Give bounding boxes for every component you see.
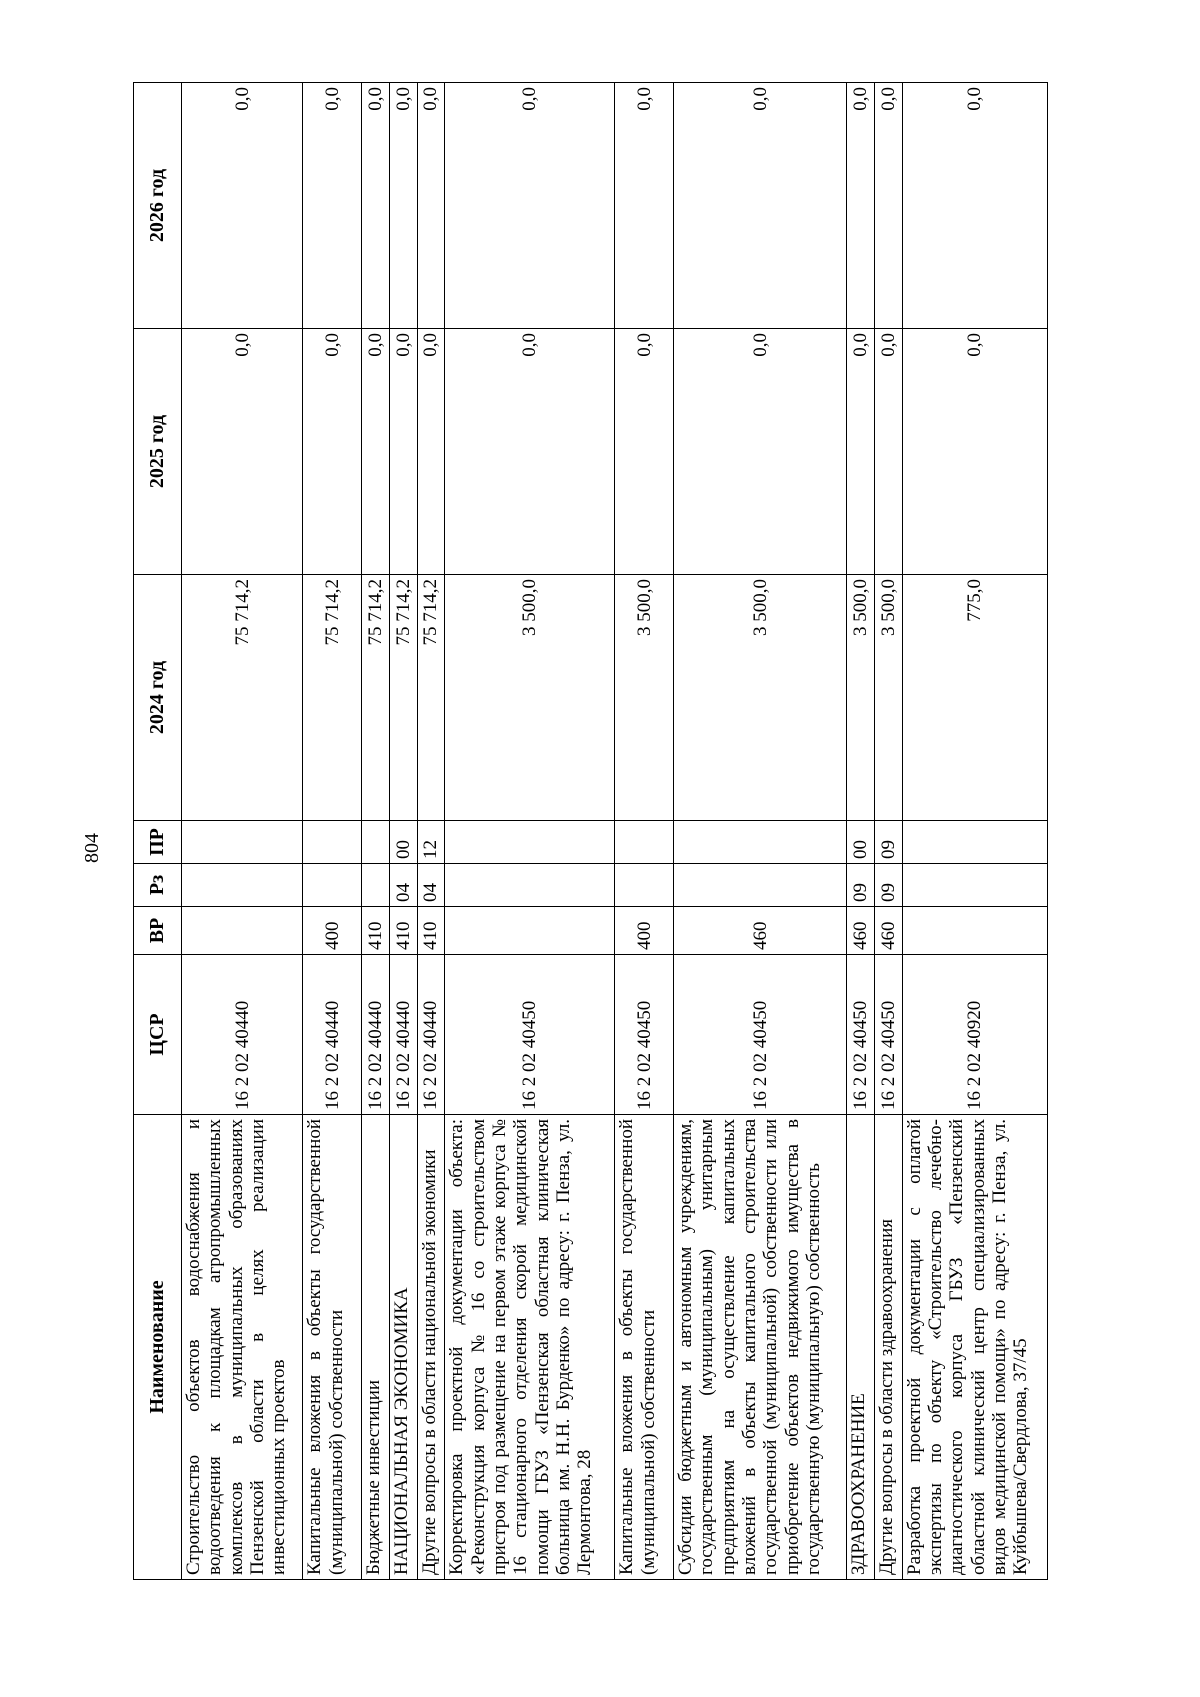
- table-row: [182, 83, 303, 1580]
- header-pr: ПР: [134, 821, 182, 864]
- header-2026: 2026 год: [134, 83, 182, 329]
- table-row: [902, 83, 1047, 1580]
- cell-vr: 400: [303, 907, 362, 955]
- cell-2025: 0,0: [417, 329, 445, 575]
- cell-pr: [362, 821, 390, 864]
- cell-pr: 00: [847, 821, 875, 864]
- cell-vr: 460: [847, 907, 875, 955]
- cell-name: Субсидии бюджетным и автономным учреждениям, государственным (муниципальным) унитарным предприятиям на осуществление капитальных вложений в объекты капитального строительства государственной (муниципальной) собственности или приобретение объектов недвижимого имущества в государственную (муниципальную) собственность: [674, 1115, 847, 1580]
- cell-name: ЗДРАВООХРАНЕНИЕ: [847, 1115, 875, 1580]
- cell-rz: [445, 864, 615, 907]
- cell-2024: 3 500,0: [615, 575, 674, 821]
- cell-2026: 0,0: [417, 83, 445, 329]
- table-body: [182, 83, 1048, 1580]
- cell-2026: 0,0: [182, 83, 303, 329]
- cell-2024: 3 500,0: [674, 575, 847, 821]
- cell-vr: [445, 907, 615, 955]
- cell-2024: 3 500,0: [445, 575, 615, 821]
- cell-pr: 12: [417, 821, 445, 864]
- cell-csr: 16 2 02 40440: [362, 955, 390, 1115]
- cell-2026: 0,0: [303, 83, 362, 329]
- cell-rz: 04: [389, 864, 417, 907]
- cell-2025: 0,0: [182, 329, 303, 575]
- header-2025: 2025 год: [134, 329, 182, 575]
- budget-table-rotated: [133, 82, 1048, 1580]
- cell-2026: 0,0: [847, 83, 875, 329]
- cell-pr: [445, 821, 615, 864]
- cell-2024: 75 714,2: [389, 575, 417, 821]
- cell-name: Строительство объектов водоснабжения и водоотведения к площадкам агропромышленных комплексов в муниципальных образованиях Пензенской области в целях реализации инвестиционных проектов: [182, 1115, 303, 1580]
- table-row: [875, 83, 903, 1580]
- table-row: [445, 83, 615, 1580]
- cell-csr: 16 2 02 40450: [847, 955, 875, 1115]
- cell-csr: 16 2 02 40440: [303, 955, 362, 1115]
- cell-2024: 3 500,0: [875, 575, 903, 821]
- cell-vr: 410: [389, 907, 417, 955]
- table-row: [417, 83, 445, 1580]
- header-csr: ЦСР: [134, 955, 182, 1115]
- cell-csr: 16 2 02 40450: [445, 955, 615, 1115]
- cell-2025: 0,0: [847, 329, 875, 575]
- cell-rz: 04: [417, 864, 445, 907]
- cell-csr: 16 2 02 40440: [417, 955, 445, 1115]
- cell-vr: 410: [362, 907, 390, 955]
- cell-2026: 0,0: [615, 83, 674, 329]
- cell-csr: 16 2 02 40920: [902, 955, 1047, 1115]
- cell-2024: 75 714,2: [417, 575, 445, 821]
- cell-rz: [615, 864, 674, 907]
- cell-csr: 16 2 02 40450: [674, 955, 847, 1115]
- cell-2025: 0,0: [445, 329, 615, 575]
- header-2024: 2024 год: [134, 575, 182, 821]
- cell-rz: 09: [875, 864, 903, 907]
- cell-pr: [902, 821, 1047, 864]
- cell-vr: 400: [615, 907, 674, 955]
- cell-rz: 09: [847, 864, 875, 907]
- cell-pr: 09: [875, 821, 903, 864]
- budget-table: [133, 82, 1048, 1580]
- cell-pr: [615, 821, 674, 864]
- cell-name: Капитальные вложения в объекты государственной (муниципальной) собственности: [303, 1115, 362, 1580]
- cell-rz: [902, 864, 1047, 907]
- cell-vr: 410: [417, 907, 445, 955]
- header-rz: Рз: [134, 864, 182, 907]
- cell-rz: [674, 864, 847, 907]
- cell-name: Другие вопросы в области национальной экономики: [417, 1115, 445, 1580]
- cell-2026: 0,0: [389, 83, 417, 329]
- cell-2025: 0,0: [389, 329, 417, 575]
- cell-name: Разработка проектной документации с оплатой экспертизы по объекту «Строительство лечебно-диагностического корпуса ГБУЗ «Пензенский областной клинический центр специализированных видов медицинской помощи» по адресу: г. Пенза, ул. Куйбышева/Свердлова, 37/45: [902, 1115, 1047, 1580]
- cell-2026: 0,0: [902, 83, 1047, 329]
- cell-pr: [674, 821, 847, 864]
- cell-name: Другие вопросы в области здравоохранения: [875, 1115, 903, 1580]
- cell-2024: 75 714,2: [362, 575, 390, 821]
- cell-2025: 0,0: [674, 329, 847, 575]
- cell-pr: 00: [389, 821, 417, 864]
- cell-2024: 775,0: [902, 575, 1047, 821]
- cell-2025: 0,0: [362, 329, 390, 575]
- header-name: Наименование: [134, 1115, 182, 1580]
- cell-pr: [182, 821, 303, 864]
- cell-2026: 0,0: [875, 83, 903, 329]
- cell-rz: [303, 864, 362, 907]
- table-row: [847, 83, 875, 1580]
- cell-name: Корректировка проектной документации объекта: «Реконструкция корпуса № 16 со строительством пристроя под размещение на первом этаже корпуса № 16 стационарного отделения скорой медицинской помощи ГБУЗ «Пензенская областная клиническая больница им. Н.Н. Бурденко» по адресу: г. Пенза, ул. Лермонтова, 28: [445, 1115, 615, 1580]
- cell-csr: 16 2 02 40440: [389, 955, 417, 1115]
- cell-2026: 0,0: [362, 83, 390, 329]
- cell-2025: 0,0: [902, 329, 1047, 575]
- table-row: [389, 83, 417, 1580]
- table-row: [674, 83, 847, 1580]
- table-header-row: [134, 83, 182, 1580]
- cell-rz: [182, 864, 303, 907]
- cell-2024: 3 500,0: [847, 575, 875, 821]
- table-row: [303, 83, 362, 1580]
- cell-rz: [362, 864, 390, 907]
- cell-name: НАЦИОНАЛЬНАЯ ЭКОНОМИКА: [389, 1115, 417, 1580]
- header-vr: ВР: [134, 907, 182, 955]
- cell-vr: 460: [674, 907, 847, 955]
- cell-2025: 0,0: [303, 329, 362, 575]
- cell-vr: 460: [875, 907, 903, 955]
- table-row: [615, 83, 674, 1580]
- cell-2026: 0,0: [674, 83, 847, 329]
- cell-name: Капитальные вложения в объекты государственной (муниципальной) собственности: [615, 1115, 674, 1580]
- page-number: 804: [81, 833, 103, 863]
- cell-2025: 0,0: [875, 329, 903, 575]
- cell-2024: 75 714,2: [182, 575, 303, 821]
- cell-csr: 16 2 02 40450: [615, 955, 674, 1115]
- table-row: [362, 83, 390, 1580]
- cell-2026: 0,0: [445, 83, 615, 329]
- cell-vr: [182, 907, 303, 955]
- cell-2024: 75 714,2: [303, 575, 362, 821]
- cell-name: Бюджетные инвестиции: [362, 1115, 390, 1580]
- budget-table-container: [133, 82, 1048, 1580]
- cell-csr: 16 2 02 40440: [182, 955, 303, 1115]
- cell-csr: 16 2 02 40450: [875, 955, 903, 1115]
- cell-vr: [902, 907, 1047, 955]
- cell-pr: [303, 821, 362, 864]
- cell-2025: 0,0: [615, 329, 674, 575]
